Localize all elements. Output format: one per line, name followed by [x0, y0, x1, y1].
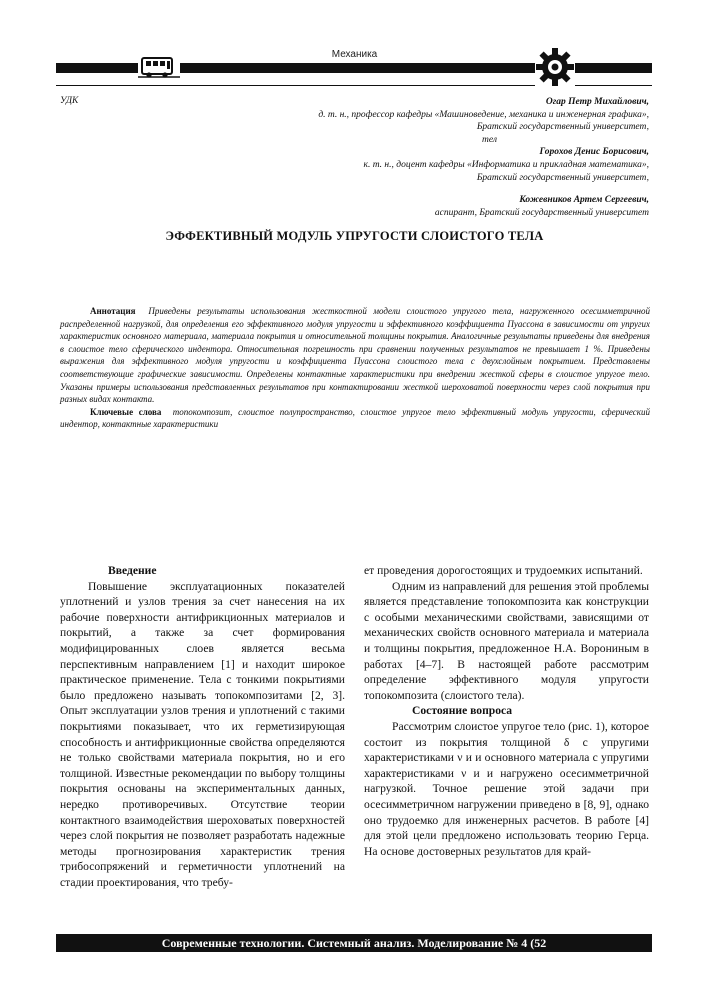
right-paragraph: Одним из направлений для решения этой проблемы является представление топокомпозита как конструкции с особыми механическими свойствами, зависящими от механических свойств основного материала и материала и толщины покрытия, предложенное Н.А. Ворониным в работах [4–7]. В настоящей работе рассмотрим определение эффективного модуля упругости топокомпозита (слоистого тела).: [364, 579, 649, 702]
article-title: ЭФФЕКТИВНЫЙ МОДУЛЬ УПРУГОСТИ СЛОИСТОГО ТЕЛА: [165, 229, 544, 243]
author-name: Горохов Денис Борисович,: [539, 147, 649, 158]
intro-paragraph: Повышение эксплуатационных показателей уплотнений и узлов трения за счет нанесения на их рабочие поверхности антифрикционных материалов и покрытий, а также за счет формирования модифицированных слоев является весьма перспективным направлением [1] и находит широкое практическое применение. Тела с тонкими покрытиями было предложено называть топокомпозитами [2, 3]. Опыт эксплуатации узлов трения и уплотнений с такими покрытиями показывает, что их герметизирующая способность и антифрикционные свойства определяются не только свойствами материала покрытия, но и его толщиной. Известные рекомендации по выбору толщины покрытия основаны на экспериментальных данных, нередко противоречивых. Отсутствие теории контактного взаимодействия шероховатых поверхностей через слой покрытия не позволяет разработать надежные методы прогнозирования характеристик трения трибосопряжений и герметичности уплотнений на стадии проектирования, что требу-: [60, 579, 345, 889]
udk-label: УДК: [60, 96, 79, 106]
abstract-text: Приведены результаты использования жесткостной модели слоистого упругого тела, нагруженного осесимметричной распределенной нагрузкой, для определения его эффективного модуля упругости и эффективного коэффициента Пуассона в зависимости от упругих характеристик основного материала, материала покрытия и относительной толщины покрытия. Аналогичные результаты приведены для внедрения в слоистое тело сферического индентора. Относительная погрешность при сравнении полученных результатов не превышает 1 %. Приведены выражения для эффективного модуля упругости и коэффициента Пуассона слоистого тела с двухслойным покрытием. Представлены соответствующие графические зависимости. Определены контактные характеристики при внедрении жесткой сферы в слоистое упругое тело. Указаны примеры использования представленных результатов при контактировании жесткой шероховатой поверхности через слой покрытия при разных видах контакта.: [60, 306, 650, 405]
abstract-block: [60, 305, 650, 431]
state-heading: Состояние вопроса: [412, 704, 513, 718]
gear-icon: [535, 47, 575, 87]
intro-heading: Введение: [108, 564, 157, 577]
footer-bar: Современные технологии. Системный анализ. Моделирование № 4 (52: [56, 934, 652, 952]
author-affiliation: д. т. н., профессор кафедры «Машиноведение, механика и инженерная графика»,: [318, 109, 649, 120]
state-paragraph: Рассмотрим слоистое упругое тело (рис. 1), которое состоит из покрытия толщиной δ с упругими характеристиками ν и и основного материала с упругими характеристиками ν и и нагружено осесимметричной нагрузкой. Точное решение этой задачи при осесимметричном нагружении приведено в [8, 9], однако оно трудоемко для инженерных расчетов. В работе [4] для этой цели предложено использовать теорию Герца. На основе достоверных результатов для край-: [364, 719, 649, 858]
keywords-text: топокомпозит, слоистое полупространство, слоистое упругое тело эффективный модуль упругости, сферический индентор, контактные характеристики: [60, 406, 650, 430]
keywords-label: Ключевые слова: [90, 406, 162, 417]
author-name: Кожевников Артем Сергеевич,: [519, 195, 649, 206]
bus-icon: [138, 55, 180, 79]
header-title: Механика: [331, 49, 378, 60]
author-affiliation: тел: [482, 134, 497, 145]
author-affiliation: к. т. н., доцент кафедры «Информатика и прикладная математика»,: [363, 159, 649, 170]
author-affiliation: Братский государственный университет,: [476, 122, 649, 133]
right-column: [364, 563, 649, 859]
author-affiliation: аспирант, Братский государственный университет: [434, 207, 649, 218]
authors-block: [318, 96, 649, 219]
left-column: [60, 563, 345, 890]
author-name: Огар Петр Михайлович,: [545, 97, 649, 107]
abstract-label: Аннотация: [90, 306, 136, 316]
right-continuation: ет проведения дорогостоящих и трудоемких испытаний.: [364, 564, 643, 577]
author-affiliation: Братский государственный университет,: [476, 172, 649, 183]
